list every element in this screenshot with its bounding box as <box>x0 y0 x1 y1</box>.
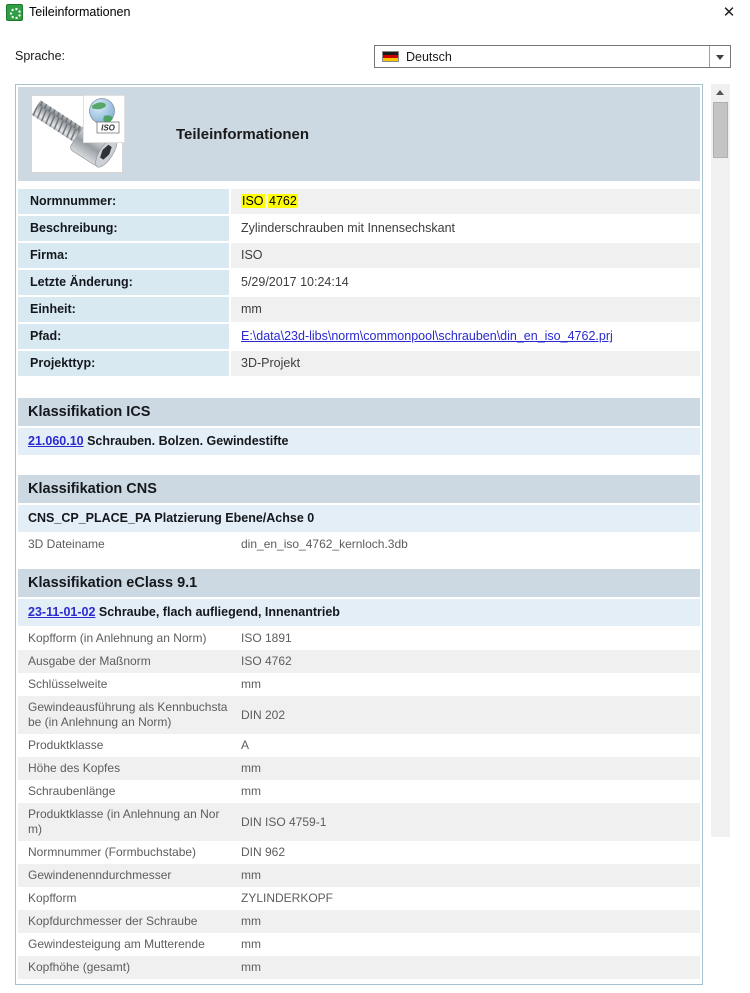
ics-class-text: Schrauben. Bolzen. Gewindestifte <box>83 434 289 448</box>
attr-label: Gewindenenndurchmesser <box>28 868 172 882</box>
section-header-ics: Klassifikation ICS <box>18 398 700 426</box>
table-row <box>18 696 700 734</box>
table-row <box>18 956 700 979</box>
highlight-text: ISO <box>242 194 264 208</box>
table-row <box>18 734 700 757</box>
table-row <box>18 757 700 780</box>
row-label: Normnummer: <box>18 189 229 214</box>
table-row <box>18 216 700 241</box>
attr-value: mm <box>241 960 261 974</box>
attr-value: mm <box>241 914 261 928</box>
attr-label: Schraubenlänge <box>28 784 116 798</box>
attr-label: Produktklasse (in Anlehnung an Norm) <box>28 807 220 836</box>
row-value: 5/29/2017 10:24:14 <box>241 275 349 289</box>
scrollbar[interactable] <box>711 84 730 837</box>
row-value <box>231 189 700 214</box>
table-row <box>18 243 700 268</box>
table-row <box>18 189 700 214</box>
close-icon[interactable]: ✕ <box>722 4 736 21</box>
globe-iso-badge <box>83 95 125 143</box>
row-value: 3D-Projekt <box>231 351 700 376</box>
row-value: ISO <box>231 243 700 268</box>
ics-class-row <box>18 428 700 455</box>
attr-label: Ausgabe der Maßnorm <box>28 654 151 668</box>
ics-code-link[interactable]: 21.060.10 <box>28 434 84 448</box>
attr-value: ZYLINDERKOPF <box>241 891 334 905</box>
attr-label: Gewindesteigung am Mutterende <box>28 937 205 951</box>
attr-value: mm <box>241 868 261 882</box>
row-label: Pfad: <box>18 324 229 349</box>
scroll-up-icon[interactable] <box>711 84 730 101</box>
chevron-down-icon[interactable] <box>709 46 730 67</box>
table-row <box>18 910 700 933</box>
attr-label: Kopfdurchmesser der Schraube <box>28 914 198 928</box>
row-value: mm <box>231 297 700 322</box>
table-row <box>18 351 700 376</box>
part-header-title: Teileinformationen <box>176 125 310 143</box>
table-row <box>18 673 700 696</box>
attr-value: mm <box>241 677 261 691</box>
table-row <box>18 864 700 887</box>
attr-value: ISO 1891 <box>241 631 292 645</box>
content-panel <box>15 84 703 985</box>
row-value: Zylinderschrauben mit Innensechskant <box>241 221 456 235</box>
cns-class-row: CNS_CP_PLACE_PA Platzierung Ebene/Achse 0 <box>18 505 700 532</box>
window-title: Teileinformationen <box>29 5 131 19</box>
scrollbar-thumb[interactable] <box>713 102 728 158</box>
row-label: Einheit: <box>18 297 229 322</box>
attr-value: DIN 962 <box>241 845 286 859</box>
language-label: Sprache: <box>15 49 66 63</box>
attr-value: mm <box>241 937 261 951</box>
attr-value: DIN 202 <box>241 707 286 722</box>
eclass-code-link[interactable]: 23-11-01-02 <box>28 605 96 619</box>
table-row <box>18 841 700 864</box>
attr-label: Schlüsselweite <box>28 677 108 691</box>
row-label: Letzte Änderung: <box>18 270 229 295</box>
table-row <box>18 933 700 956</box>
part-header <box>18 87 700 181</box>
highlight-text: 4762 <box>269 194 297 208</box>
table-row <box>18 780 700 803</box>
row-label: Firma: <box>18 243 229 268</box>
table-row <box>18 627 700 650</box>
eclass-class-text: Schraube, flach aufliegend, Innenantrieb <box>95 605 340 619</box>
section-header-cns: Klassifikation CNS <box>18 475 700 503</box>
screw-image <box>31 95 123 173</box>
table-row <box>18 324 700 349</box>
german-flag-icon <box>382 51 399 62</box>
attr-label: Höhe des Kopfes <box>28 761 121 775</box>
eclass-class-row <box>18 599 700 626</box>
attr-value: DIN ISO 4759-1 <box>241 814 327 829</box>
title-bar <box>0 0 750 26</box>
section-header-eclass: Klassifikation eClass 9.1 <box>18 569 700 597</box>
language-dropdown[interactable] <box>374 45 731 68</box>
language-selected-value: Deutsch <box>406 50 452 64</box>
app-gear-icon <box>6 4 23 21</box>
table-row <box>18 533 700 556</box>
attr-label: Gewindeausführung als Kennbuchstabe (in Anlehnung an Norm) <box>28 700 228 729</box>
table-row <box>18 803 700 841</box>
attr-label: Normnummer (Formbuchstabe) <box>28 845 197 859</box>
attr-value: mm <box>241 761 261 775</box>
attr-label: Kopfform <box>28 891 77 905</box>
table-row <box>18 297 700 322</box>
table-row <box>18 650 700 673</box>
table-row <box>18 270 700 295</box>
attr-value: mm <box>241 784 261 798</box>
svg-text:ISO: ISO <box>101 123 115 133</box>
attr-label: Kopfform (in Anlehnung an Norm) <box>28 631 207 645</box>
project-path-link[interactable]: E:\data\23d-libs\norm\commonpool\schrauben\din_en_iso_4762.prj <box>241 329 613 343</box>
attr-label: Produktklasse <box>28 738 104 752</box>
row-label: Projekttyp: <box>18 351 229 376</box>
attr-label: 3D Dateiname <box>28 537 105 551</box>
table-row <box>18 887 700 910</box>
attr-label: Kopfhöhe (gesamt) <box>28 960 131 974</box>
attr-value: A <box>241 738 250 752</box>
attr-value: din_en_iso_4762_kernloch.3db <box>241 537 408 551</box>
row-label: Beschreibung: <box>18 216 229 241</box>
part-info-table <box>18 189 700 376</box>
globe-icon <box>84 96 122 140</box>
attr-value: ISO 4762 <box>241 654 292 668</box>
row-value <box>231 324 700 349</box>
